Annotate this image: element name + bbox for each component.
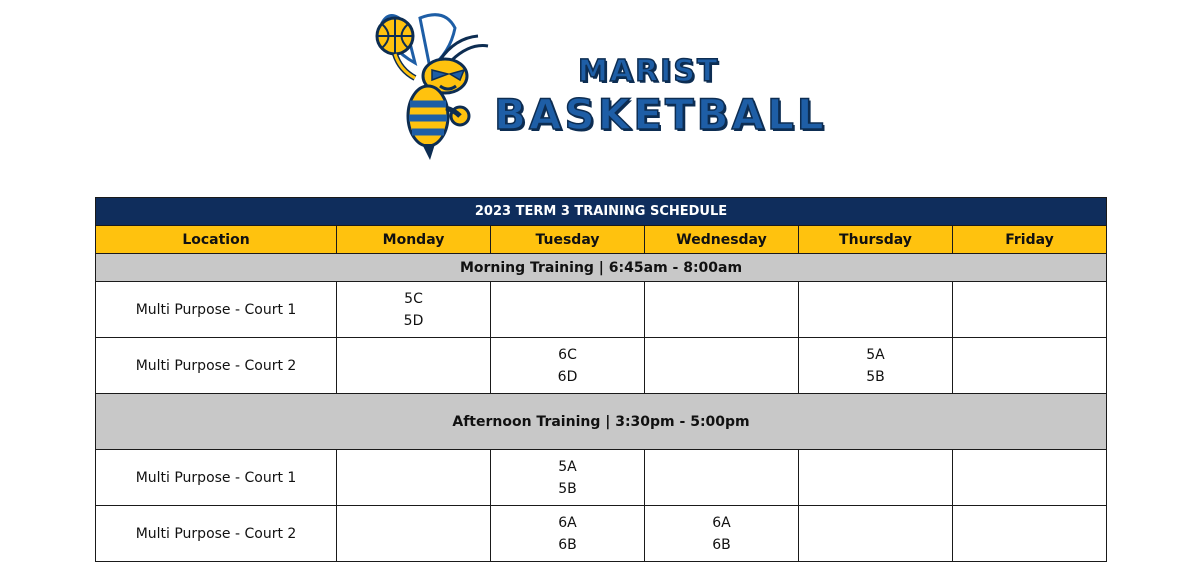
friday-cell <box>953 450 1107 506</box>
table-row <box>96 450 1107 506</box>
header <box>360 8 827 168</box>
column-header-wednesday: Wednesday <box>645 226 799 254</box>
table-row <box>96 338 1107 394</box>
team-label: 6B <box>712 536 731 553</box>
column-header-monday: Monday <box>337 226 491 254</box>
thursday-cell <box>799 338 953 394</box>
column-header-tuesday: Tuesday <box>491 226 645 254</box>
team-label: 6C <box>558 346 577 363</box>
wednesday-cell <box>645 338 799 394</box>
team-label: 6D <box>557 368 578 385</box>
monday-cell <box>337 338 491 394</box>
schedule-title: 2023 TERM 3 TRAINING SCHEDULE <box>96 198 1107 226</box>
monday-cell <box>337 450 491 506</box>
thursday-cell <box>799 282 953 338</box>
afternoon-section-row <box>96 394 1107 450</box>
table-row <box>96 282 1107 338</box>
morning-section-row <box>96 254 1107 282</box>
team-label: 5D <box>403 312 424 329</box>
table-row <box>96 506 1107 562</box>
tuesday-cell <box>491 282 645 338</box>
friday-cell <box>953 282 1107 338</box>
tuesday-cell <box>491 338 645 394</box>
location-cell: Multi Purpose - Court 2 <box>96 506 337 562</box>
team-label: 5B <box>558 480 577 497</box>
team-label: 6A <box>712 514 731 531</box>
training-schedule-table <box>95 197 1107 562</box>
friday-cell <box>953 338 1107 394</box>
wednesday-cell <box>645 506 799 562</box>
title-basketball: BASKETBALL <box>494 90 827 139</box>
hornet-mascot-logo <box>360 8 490 163</box>
wednesday-cell <box>645 450 799 506</box>
column-header-friday: Friday <box>953 226 1107 254</box>
afternoon-training-label: Afternoon Training | 3:30pm - 5:00pm <box>96 394 1107 450</box>
thursday-cell <box>799 450 953 506</box>
thursday-cell <box>799 506 953 562</box>
team-label: 5B <box>866 368 885 385</box>
location-cell: Multi Purpose - Court 2 <box>96 338 337 394</box>
monday-cell <box>337 506 491 562</box>
morning-training-label: Morning Training | 6:45am - 8:00am <box>96 254 1107 282</box>
team-label: 6B <box>558 536 577 553</box>
schedule-title-row <box>96 198 1107 226</box>
tuesday-cell <box>491 506 645 562</box>
monday-cell <box>337 282 491 338</box>
friday-cell <box>953 506 1107 562</box>
wednesday-cell <box>645 282 799 338</box>
tuesday-cell <box>491 450 645 506</box>
location-cell: Multi Purpose - Court 1 <box>96 450 337 506</box>
team-label: 6A <box>558 514 577 531</box>
title-marist: MARIST <box>578 54 720 89</box>
column-header-row <box>96 226 1107 254</box>
column-header-thursday: Thursday <box>799 226 953 254</box>
team-label: 5C <box>404 290 423 307</box>
team-label: 5A <box>558 458 577 475</box>
column-header-location: Location <box>96 226 337 254</box>
location-cell: Multi Purpose - Court 1 <box>96 282 337 338</box>
team-label: 5A <box>866 346 885 363</box>
